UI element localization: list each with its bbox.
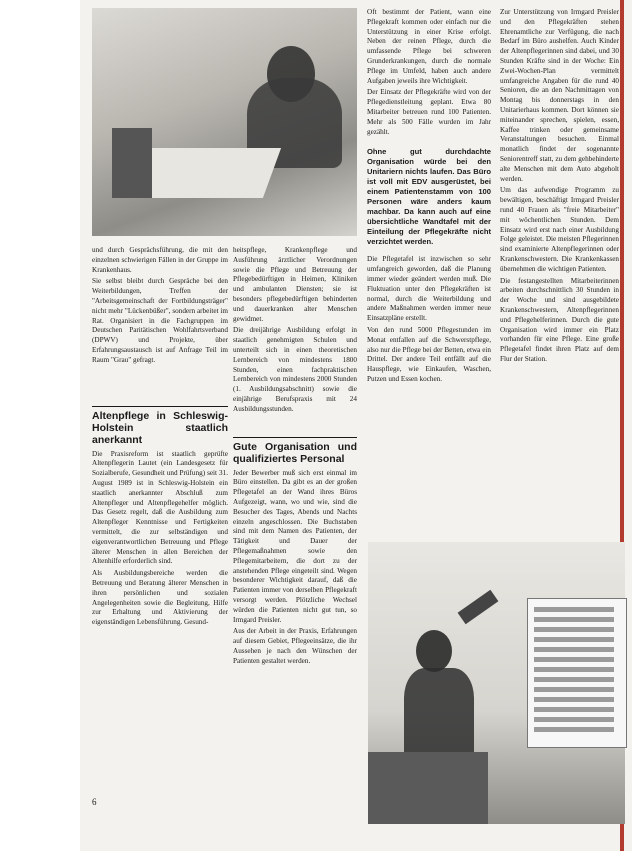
col3-body-paragraph-2: Von den rund 5000 Pflegestunden im Monat entfallen auf die Schwerstpflege, also nur die Pflege bei der Betten, etwa ein Drittel. Der andere Teil entfällt auf die Hauspflege, wie Einkaufen, Waschen, Putzen und Essen kochen. [367, 325, 491, 383]
col3-top-paragraph-1: Oft bestimmt der Patient, wann eine Pflegekraft kommen oder einfach nur die Unterstützung in einer Krise erfolgt. Neben der reinen Pflege, durch die umfassende Pflege bei schweren Grunderkrankungen, durch die normale Pflege im Umfeld, haben auch andere Aufgaben jeweils ihre Wichtigkeit. [367, 8, 491, 85]
col1-body-paragraph-2: Als Ausbildungsbereiche werden die Betreuung und Beratung älterer Menschen in ihren persönlichen und sozialen Angelegenheiten sowie die Begleitung, Hilfe zur Erhaltung und Aktivierung der eigenständigen Lebensführung. Gesund- [92, 569, 228, 627]
section-divider [92, 406, 228, 407]
column-1 [92, 246, 228, 791]
column-2 [233, 246, 357, 811]
section-divider [233, 437, 357, 438]
col1-intro-paragraph-1: und durch Gesprächsführung, die mit den einzelnen schwierigen Fällen in der Gruppe im Krankenhaus. [92, 246, 228, 274]
section-heading-altenpflege: Altenpflege in Schleswig-Holstein staatlich anerkannt [92, 409, 228, 446]
col1-body-paragraph-1: Die Praxisreform ist staatlich geprüfte Altenpflegerin Lautet (ein Landesgesetz für Sozialberufe, Gesundheit und Prüfung) seit 31. August 1989 ist in Schleswig-Holstein ein staatlich anerkannter Abschluß zum Altenpfleger und Altenpflegehelfer möglich. Das Gesetz regelt, daß die Ausbildung zum Altenpfleger Kenntnisse und Fertigkeiten vermittelt, die zur selbständigen und eigenverantwortlichen Betreuung und Pflege älterer Menschen in allen Bereichen der Altenhilfe erforderlich sind. [92, 449, 228, 566]
office-photo [92, 8, 357, 236]
col2-body-paragraph-2: Aus der Arbeit in der Praxis, Erfahrungen auf diesem Gebiet, Pflegeeinsätze, die ihr Aussehen je nach den Wünschen der Patienten gestaltet werden. [233, 627, 357, 665]
col2-body-paragraph-1: Jeder Bewerber muß sich erst einmal im Büro einstellen. Da gibt es an der großen Pflegetafel an der Wand ihres Büros Aufgezeigt, wann, wo und wie, sind die Besucher des Tages, Abends und Nachts einzeln angeschlossen. Die Buchstaben sind mit dem Namen des Patienten, der Tätigkeit und Dauer der Pflegemaßnahmen sowie den Pflegemitarbeitern, die dort zu der anstehenden Pflege eingeteilt sind. Wegen besonderer Wichtigkeit darauf, daß die Patienten immer von derselben Pflegekraft versorgt werden. Plötzliche Wechsel würden die Patienten nicht gut tun, so Irmgard Preisler. [233, 468, 357, 624]
col4-paragraph-1: Zur Unterstützung von Irmgard Preisler und den Pflegekräften stehen Ehrenamtliche zur Verfügung, die nach Bedarf im Büro aushelfen. Auch Kinder der Altenpflegerinnen sind dabei, und 30 Stunden Kräfte sind in der Woche: Ein Zwei-Wochen-Plan vermittelt umfangreiche Angaben für die rund 40 Senioren, die an den Nachmittagen von Montag bis donnerstags in den Unitarierhaus kommen. Dort können sie miteinander sprechen, spielen, essen, Kaffee trinken oder gemeinsame Veranstaltungen besuchen. Einmal monatlich findet der sogenannte Seniorentreff statt, zu dem gehbehinderte alte Menschen mit dem Auto abgeholt werden. [500, 8, 619, 183]
page-number: 6 [92, 797, 97, 807]
section-heading-organisation: Gute Organisation und qualifiziertes Personal [233, 440, 357, 465]
wall-planning-board [527, 598, 627, 748]
col3-top-paragraph-2: Der Einsatz der Pflegekräfte wird von der Pflegedienstleitung geplant. Etwa 80 Mitarbeiter betreuen rund 100 Patienten. Mehr als 500 Fälle wurden im Jahr gezählt. [367, 88, 491, 136]
col3-highlight-text: Ohne gut durchdachte Organisation würde bei den Unitariern nichts laufen. Das Büro ist voll mit EDV ausgerüstet, bei einem Patientenstamm von 100 Personen wäre anders kaum machbar. Da kann auch auf eine übersichtliche Wandtafel mit der Einteilung der Pflegekräfte nicht verzichtet werden. [367, 147, 491, 247]
col4-paragraph-2: Um das aufwendige Programm zu bewältigen, beschäftigt Irmgard Preisler rund 40 Frauen als "freie Mitarbeiter" mit wöchentlichen Stunden. Dem Einsatz wird erst nach einer Ausbildung Folge geleistet. Die meisten Pflegerinnen sind examinierte Altenpflegerinnen oder Krankenschwestern. Die Krankenkassen übernehmen die wichtigen Patienten. [500, 186, 619, 273]
col2-top-paragraph-2: Die dreijährige Ausbildung erfolgt in staatlich genehmigten Schulen und unterteilt sich in einen theoretischen Lernbereich von mindestens 1800 Stunden, einen fachpraktischen Lernbereich von mindestens 2000 Stunden (1. Ausbildungsabschnitt) sowie die einjährige Berufspraxis mit 24 Ausbildungsstunden. [233, 326, 357, 413]
column-3 [367, 8, 491, 528]
column-4 [500, 8, 619, 534]
col2-top-paragraph-1: heitspflege, Krankenpflege und Ausführung ärztlicher Verordnungen sowie die Pflege und Betreuung der Pflegebedürftigen in Heimen, Kliniken und ambulanten Diensten; sie ist besonders pflegebedürftigen behinderten und dauerkranken alter Menschen gewidmet. [233, 246, 357, 323]
col3-body-paragraph-1: Die Pflegetafel ist inzwischen so sehr umfangreich geworden, daß die Planung immer wieder geändert werden muß. Die Fluktuation unter den Pflegekräften ist normal, durch die Weiterbildung und andere Maßnahmen werden immer neue Einsatzpläne erstellt. [367, 255, 491, 323]
col4-paragraph-3: Die festangestellten Mitarbeiterinnen arbeiten durchschnittlich 30 Stunden in der Woche und sind ausgebildete Krankenschwestern, Altenpflegerinnen und Pflegehelferinnen. Durch die gute Organisation wird immer ein Platz vorhanden für eine Pflege. Eine große Pflegetafel findet ihren Platz auf dem Flur der Station. [500, 276, 619, 363]
col1-intro-paragraph-2: Sie selbst bleibt durch Gespräche bei den Weiterbildungen, Treffen der "Arbeitsgemeinschaft der Fortbildungsträger" nicht mehr "Lückenbüßer", sondern arbeitet im Rat. Organisiert in die Fachgruppen im Deutschen Paritätischen Wohlfahrtsverband (DPWV) und Projekte, über Erfahrungsaustausch ist auf Anfrage Teil im Raum "Grau" gefragt. [92, 277, 228, 364]
